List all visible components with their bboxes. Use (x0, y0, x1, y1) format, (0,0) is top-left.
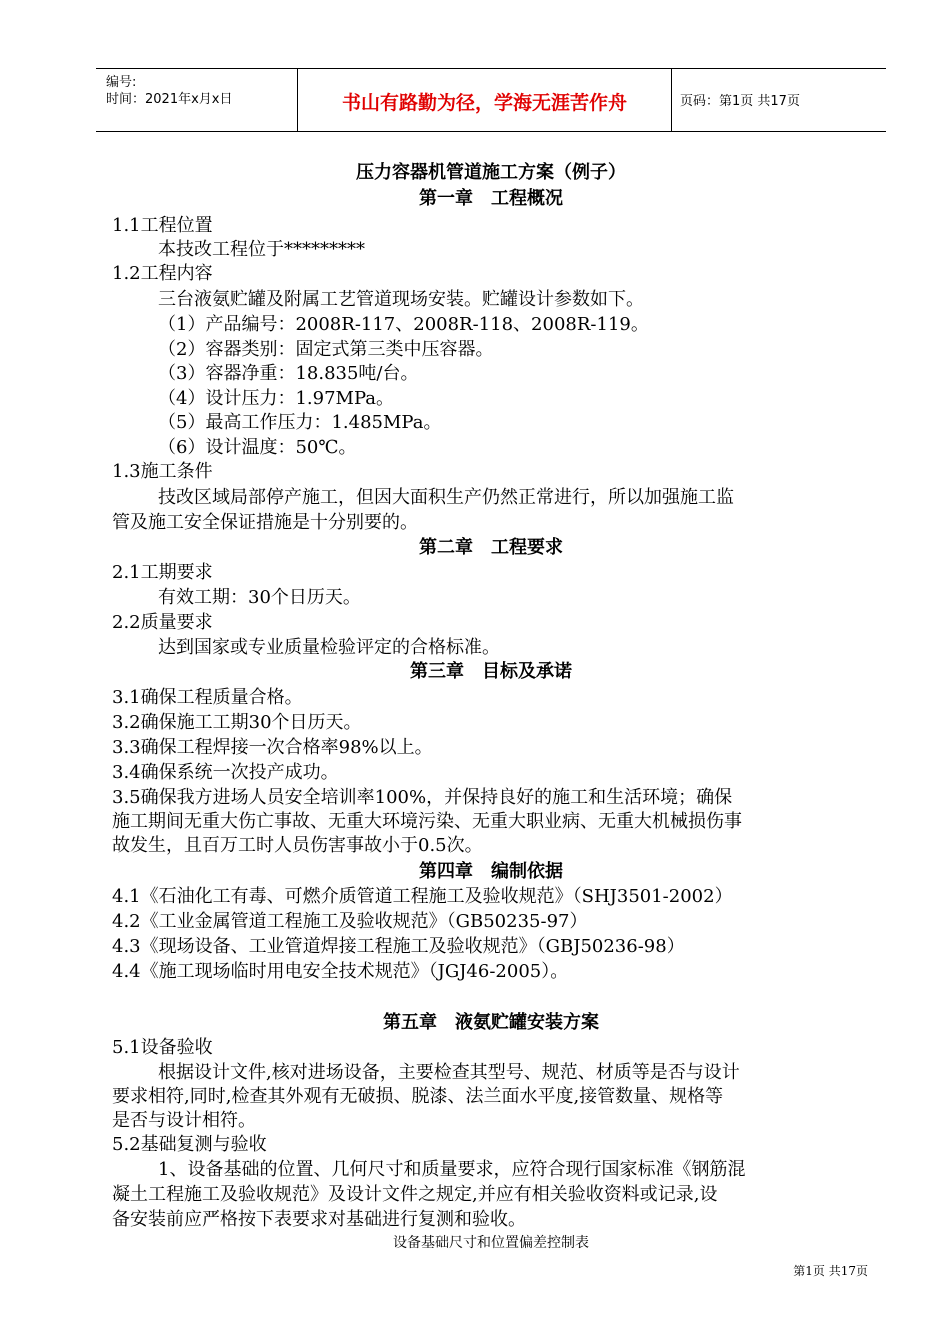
para-1-3-line1: 技改区域局部停产施工，但因大面积生产仍然正常进行，所以加强施工监 (158, 487, 734, 508)
item-3-1: 3.1确保工程质量合格。 (112, 687, 303, 708)
ref-4-3: 4.3《现场设备、工业管道焊接工程施工及验收规范》（GBJ50236-98） (112, 936, 685, 957)
para-1-3-line2: 管及施工安全保证措施是十分别要的。 (112, 512, 418, 533)
item-3-5-line3: 故发生，且百万工时人员伤害事故小于0.5次。 (112, 835, 483, 856)
number-label: 编号: (106, 75, 137, 90)
header-info-cell (96, 69, 298, 131)
para-5-2-line2: 凝土工程施工及验收规范》及设计文件之规定,并应有相关验收资料或记录,设 (112, 1184, 718, 1205)
item-3-2: 3.2确保施工工期30个日历天。 (112, 712, 362, 733)
section-5-2: 5.2基础复测与验收 (112, 1134, 267, 1155)
ref-4-1: 4.1《石油化工有毒、可燃介质管道工程施工及验收规范》（SHJ3501-2002） (112, 886, 733, 907)
chapter-3-heading: 第三章 目标及承诺 (410, 661, 572, 682)
para-5-2-line1: 1、设备基础的位置、几何尺寸和质量要求，应符合现行国家标准《钢筋混 (158, 1159, 746, 1180)
para-2-1: 有效工期：30个日历天。 (158, 587, 361, 608)
chapter-4-heading: 第四章 编制依据 (419, 861, 563, 882)
param-item-4: （4）设计压力：1.97MPa。 (158, 388, 394, 409)
param-item-1: （1）产品编号：2008R-117、2008R-118、2008R-119。 (158, 314, 649, 335)
param-item-5: （5）最高工作压力：1.485MPa。 (158, 412, 442, 433)
para-1-2: 三台液氨贮罐及附属工艺管道现场安装。贮罐设计参数如下。 (158, 289, 644, 310)
para-2-2: 达到国家或专业质量检验评定的合格标准。 (158, 637, 500, 658)
section-2-2: 2.2质量要求 (112, 612, 213, 633)
section-1-1: 1.1工程位置 (112, 215, 213, 236)
chapter-1-heading: 第一章 工程概况 (419, 188, 563, 209)
ref-4-2: 4.2《工业金属管道工程施工及验收规范》（GB50235-97） (112, 911, 588, 932)
param-item-2: （2）容器类别：固定式第三类中压容器。 (158, 339, 494, 360)
header-page-cell (672, 69, 886, 131)
section-5-1: 5.1设备验收 (112, 1037, 213, 1058)
section-2-1: 2.1工期要求 (112, 562, 213, 583)
chapter-2-heading: 第二章 工程要求 (419, 537, 563, 558)
para-5-1-line2: 要求相符,同时,检查其外观有无破损、脱漆、法兰面水平度,接管数量、规格等 (112, 1086, 724, 1107)
para-1-1: 本技改工程位于********* (158, 239, 365, 260)
para-5-1-line1: 根据设计文件,核对进场设备，主要检查其型号、规范、材质等是否与设计 (158, 1062, 740, 1083)
motto: 书山有路勤为径，学海无涯苦作舟 (341, 92, 627, 114)
param-item-3: （3）容器净重：18.835吨/台。 (158, 363, 419, 384)
para-5-2-line3: 备安装前应严格按下表要求对基础进行复测和验收。 (112, 1209, 526, 1230)
header-motto-cell (298, 69, 672, 131)
para-5-1-line3: 是否与设计相符。 (112, 1110, 256, 1131)
page-label: 页码：第1页 共17页 (680, 94, 800, 109)
page-header (96, 68, 886, 132)
item-3-4: 3.4确保系统一次投产成功。 (112, 762, 339, 783)
doc-title: 压力容器机管道施工方案（例子） (356, 162, 626, 183)
chapter-5-heading: 第五章 液氨贮罐安装方案 (383, 1012, 599, 1033)
item-3-5-line2: 施工期间无重大伤亡事故、无重大环境污染、无重大职业病、无重大机械损伤事 (112, 811, 742, 832)
item-3-3: 3.3确保工程焊接一次合格率98%以上。 (112, 737, 433, 758)
ref-4-4: 4.4《施工现场临时用电安全技术规范》（JGJ46-2005）。 (112, 961, 569, 982)
footer-page-number: 第1页 共17页 (793, 1264, 868, 1278)
date-label: 时间：2021年x月x日 (106, 92, 233, 107)
section-1-2: 1.2工程内容 (112, 263, 213, 284)
param-item-6: （6）设计温度：50℃。 (158, 437, 357, 458)
table-caption: 设备基础尺寸和位置偏差控制表 (393, 1235, 589, 1251)
section-1-3: 1.3施工条件 (112, 461, 213, 482)
item-3-5-line1: 3.5确保我方进场人员安全培训率100%，并保持良好的施工和生活环境；确保 (112, 787, 733, 808)
